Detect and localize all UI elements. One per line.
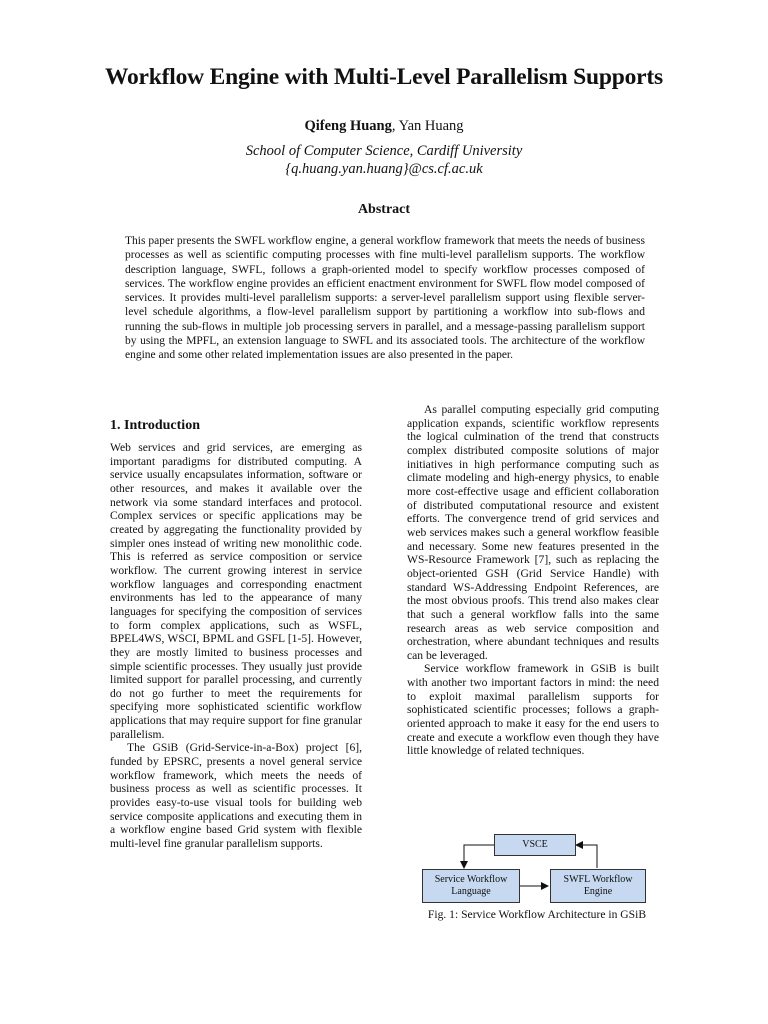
arrow-vsce-to-language bbox=[464, 845, 494, 868]
abstract-heading: Abstract bbox=[357, 202, 411, 217]
figure-caption: Fig. 1: Service Workflow Architecture in GSiB bbox=[427, 908, 647, 921]
affiliation-block bbox=[0, 142, 768, 178]
left-column bbox=[110, 441, 362, 851]
author-secondary: , Yan Huang bbox=[391, 118, 464, 134]
paragraph: As parallel computing especially grid computing application expands, scientific workflow represents the logical culmination of the trend that constructs complex distributed composite solutions of major initiatives in high performance computing such as climate modeling and high-energy physics, to enable more cost-effective usage and efficient collaboration of distributed computational resource and existent efforts. The convergence trend of grid services and web services makes such a general workflow feasible and necessary. Some new features presented in the WS-Resource Framework [7], such as replacing the object-oriented GSH (Grid Service Handle) with standard WS-Addressing Endpoint References, are the most obvious proofs. This trend also makes clear that such a general workflow falls into the same research areas as web service composition and orchestration, where abundant techniques and results can be leveraged. bbox=[407, 403, 659, 662]
affiliation: School of Computer Science, Cardiff University bbox=[245, 143, 523, 159]
paragraph: Service workflow framework in GSiB is built with another two important factors in mind: the need to exploit maximal parallelism supports for sophisticated scientific processes; follows a graph-oriented approach to make it easy for the end users to create and execute a workflow even though they have little knowledge of related techniques. bbox=[407, 662, 659, 758]
section-heading-introduction: 1. Introduction bbox=[110, 418, 200, 433]
email: {q.huang.yan.huang}@cs.cf.ac.uk bbox=[285, 161, 483, 177]
paragraph: Web services and grid services, are emerging as important paradigms for distributed computing. A service usually encapsulates information, software or other resources, and makes it available over the network via some standard interfaces and protocol. Complex services or specific applications may be created by aggregating the functionality provided by simpler ones instead of writing new monolithic code. This is referred as service composition or service workflow. The current growing interest in service workflow languages and corresponding enactment environments has led to the appearance of many languages for specifying the composition of services to form complex applications, such as WSFL, BPEL4WS, WSCI, BPML and GSFL [1-5]. However, they are mostly limited to business processes and simple scientific processes. They usually just provide limited support for parallel processing, and currently do not go further to meet the requirements for specifying more sophisticated scientific workflow applications that may require support for fine granular parallelism. bbox=[110, 441, 362, 741]
box-service-workflow-language: Service Workflow Language bbox=[422, 869, 520, 903]
right-column bbox=[407, 403, 659, 758]
authors bbox=[0, 118, 768, 135]
paper-title: Workflow Engine with Multi-Level Parallelism Supports bbox=[105, 64, 663, 90]
author-primary: Qifeng Huang bbox=[304, 118, 392, 134]
arrow-engine-to-vsce bbox=[576, 845, 597, 868]
paragraph: The GSiB (Grid-Service-in-a-Box) project [6], funded by EPSRC, presents a novel general service workflow framework, which meets the needs of business process as well as scientific processes. It provides easy-to-use visual tools for building web service composite applications and executing them in a workflow engine based Grid system with flexible multi-level fine granular parallelism supports. bbox=[110, 741, 362, 851]
box-swfl-workflow-engine: SWFL Workflow Engine bbox=[550, 869, 646, 903]
box-vsce: VSCE bbox=[494, 834, 576, 856]
figure-diagram bbox=[407, 830, 667, 940]
abstract-body: This paper presents the SWFL workflow engine, a general workflow framework that meets the needs of business processes as well as scientific computing processes with fine multi-level parallelism supports. The workflow description language, SWFL, follows a graph-oriented model to specify workflow processes composed of services. The workflow engine provides an efficient enactment environment for SWFL flow model composed of services. It provides multi-level parallelism supports: a server-level parallelism support using flexible server-level schedule algorithms, a flow-level parallelism support by partitioning a workflow into sub-flows and running the sub-flows in multiple job processing servers in parallel, and a message-passing parallelism support by using the MPFL, an extension language to SWFL and its associated tools. The architecture of the workflow engine and some other related implementation issues are also presented in the paper. bbox=[125, 235, 645, 362]
